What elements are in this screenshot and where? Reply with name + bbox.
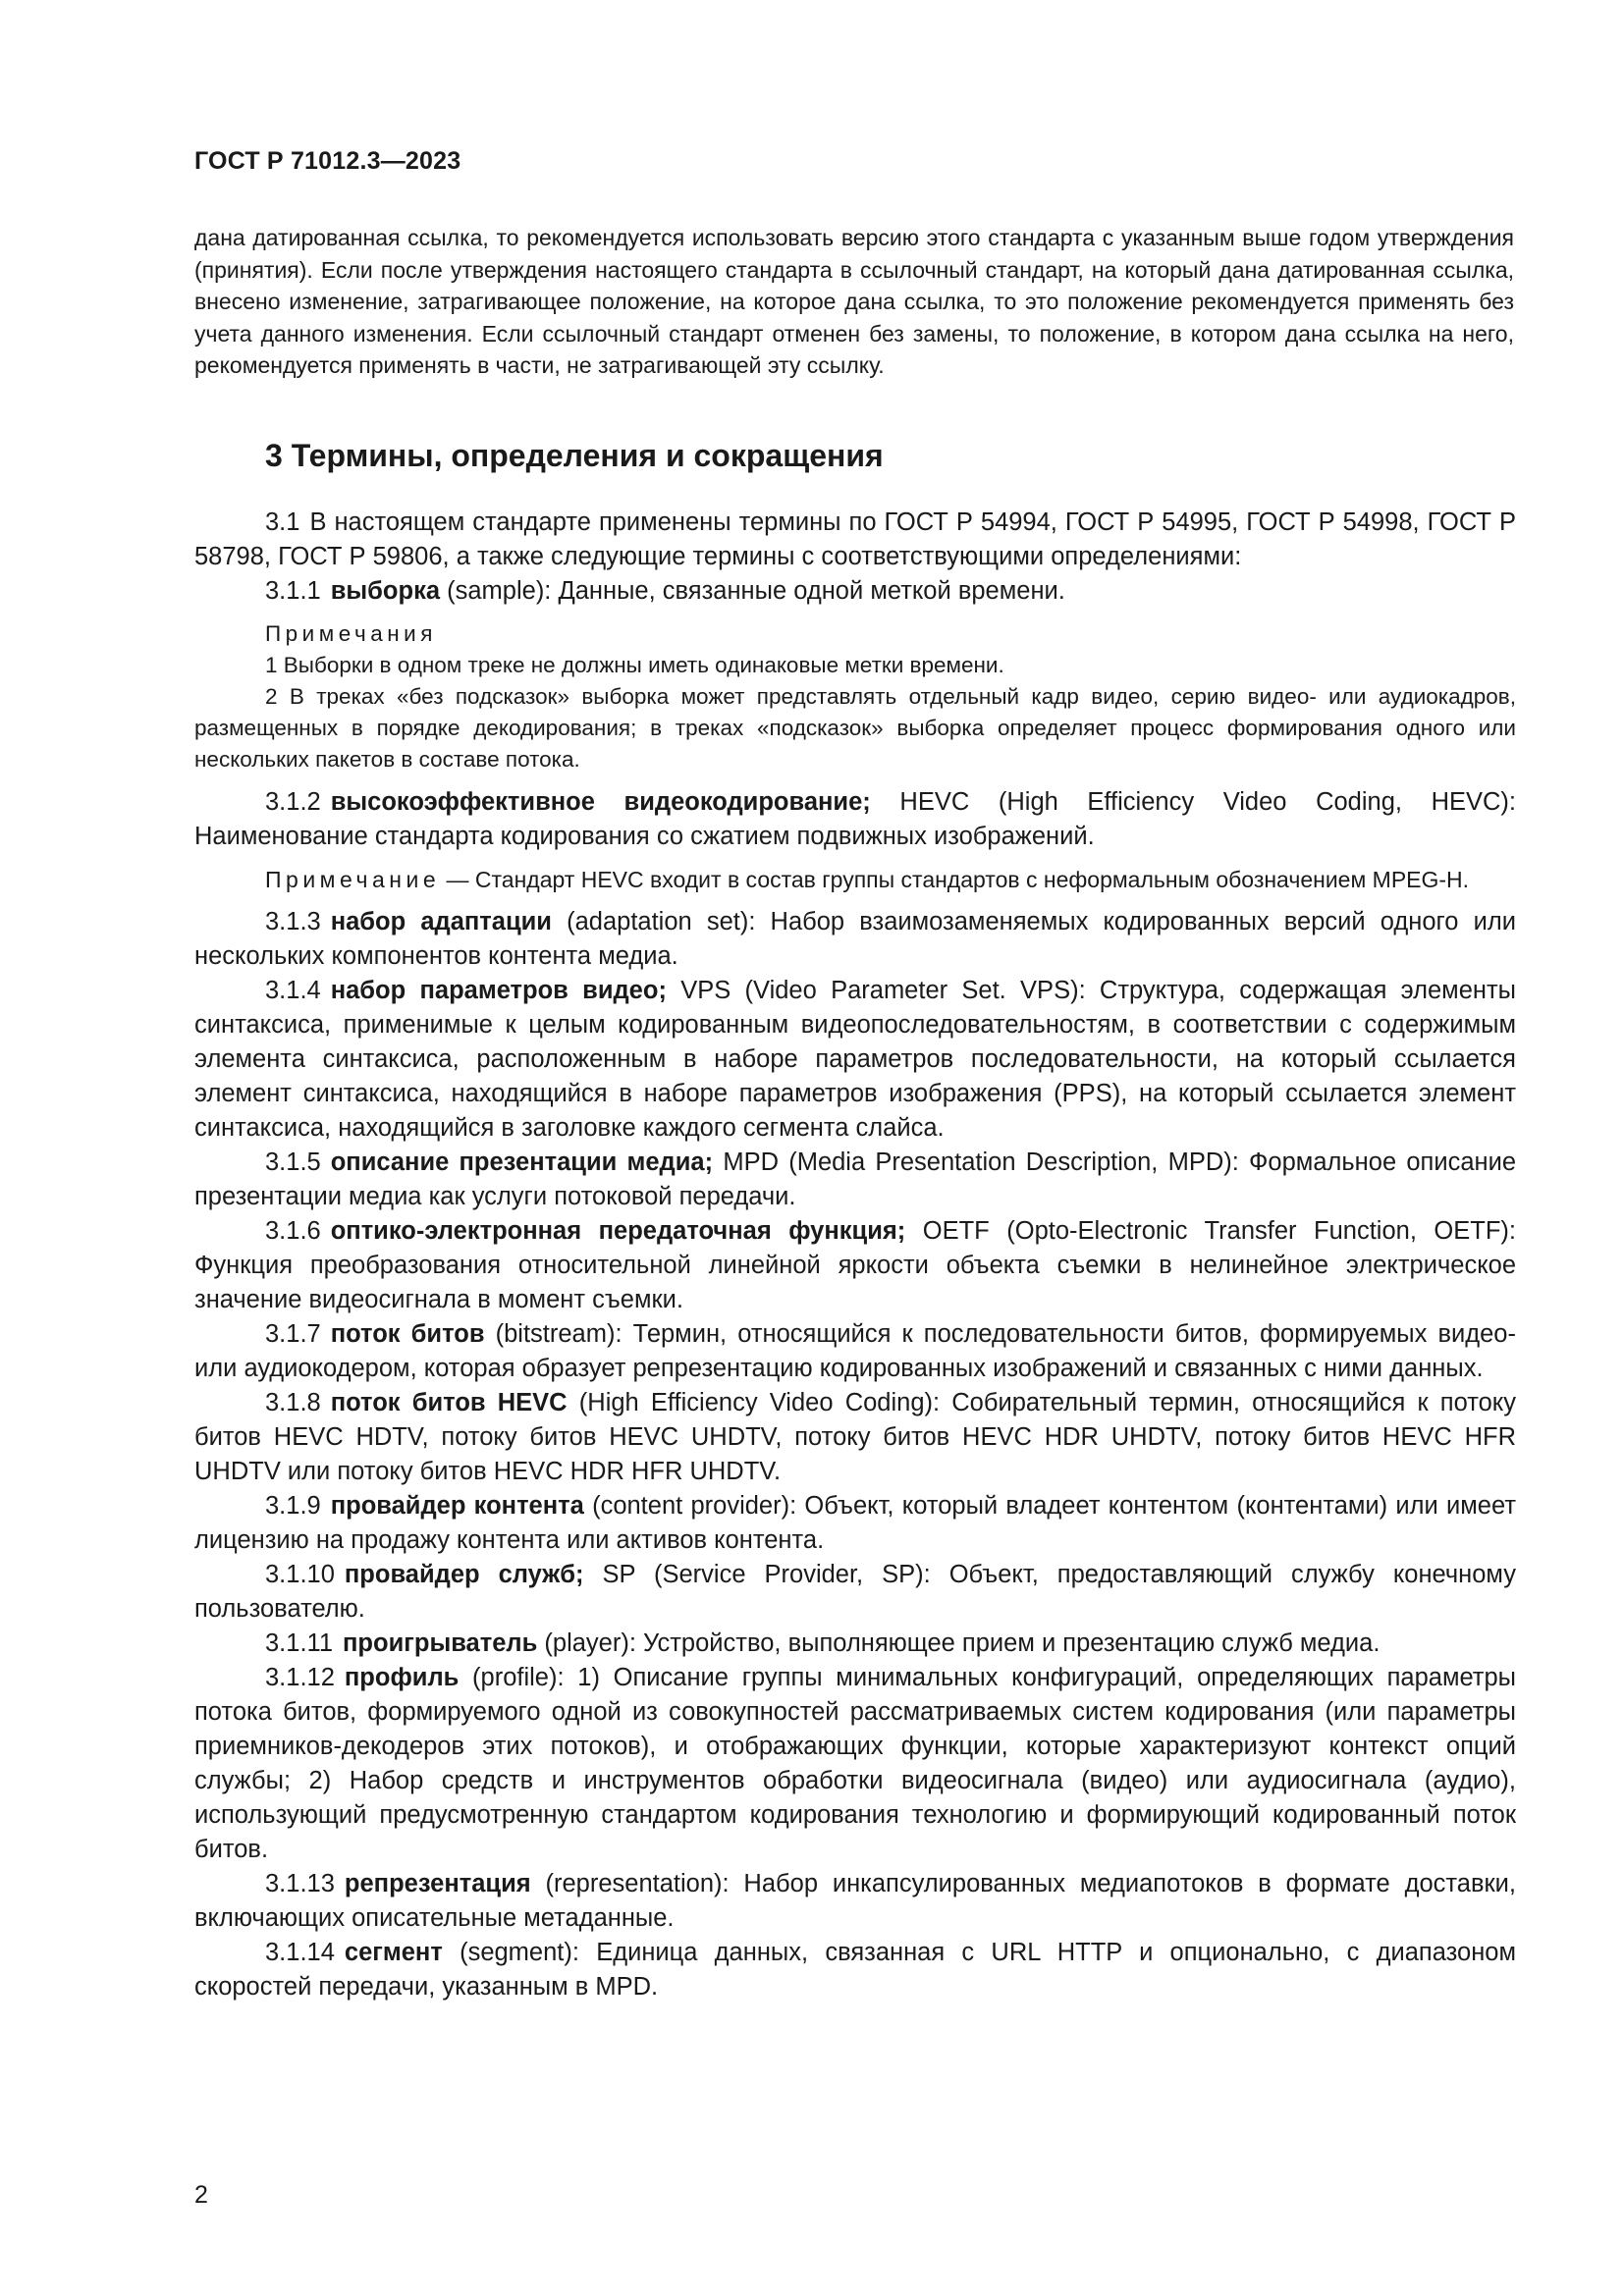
term-number: 3.1.8 [265,1389,321,1416]
term-number: 3.1.11 [265,1629,334,1657]
term-3-1-7 [194,1317,1516,1386]
term-definition: (adaptation set): Набор взаимозаменяемых кодированных версий одного или нескольких компонентов контента медиа. [194,908,1516,970]
intro-paragraph: дана датированная ссылка, то рекомендуется использовать версию этого стандарта с указанным выше годом утверждения (принятия). Если после утверждения настоящего стандарта в ссылочный стандарт, на который дана датированная ссылка, внесено изменение, затрагивающее положение, на которое дана ссылка, то это положение рекомендуется применять без учета данного изменения. Если ссылочный стандарт отменен без замены, то положение, в котором дана ссылка на него, рекомендуется применять в части, не затрагивающей эту ссылку. [194,225,1514,378]
term-3-1-5 [194,1146,1516,1214]
note-hevc [194,864,1516,895]
term-name: профиль [344,1664,460,1691]
term-definition: OETF (Opto-Electronic Transfer Function, OETF): Функция преобразования относительной линейной яркости объекта съемки в нелинейное электрическое значение видеосигнала в момент съемки. [194,1217,1517,1313]
clause-3-1 [194,506,1516,574]
term-number: 3.1.1 [265,577,321,605]
term-number: 3.1.12 [265,1664,335,1691]
note-item-2: 2 В треках «без подсказок» выборка может представлять отдельный кадр видео, серию видео- или аудиокадров, размещенных в порядке декодирования; в треках «подсказок» выборка определяет процесс формирования одного или нескольких пакетов в составе потока. [194,684,1516,772]
term-3-1-1 [194,574,1516,609]
term-number: 3.1.13 [265,1870,335,1897]
term-number: 3.1.14 [265,1939,335,1966]
term-3-1-14 [194,1936,1516,2004]
term-name: набор адаптации [330,908,552,935]
term-definition: (segment): Единица данных, связанная с URL HTTP и опционально, с диапазоном скоростей передачи, указанным в MPD. [194,1939,1516,2001]
term-name: поток битов HEVC [330,1389,568,1416]
section-title: 3 Термины, определения и сокращения [265,438,884,473]
term-definition: (representation): Набор инкапсулированных медиапотоков в формате доставки, включающих описательные метаданные. [194,1870,1516,1932]
term-number: 3.1.6 [265,1217,321,1245]
term-name: выборка [330,577,441,605]
section-body [194,506,1516,2004]
term-name: описание презентации медиа; [330,1148,714,1176]
note-label: Примечание [265,867,441,892]
clause-text: В настоящем стандарте применены термины по ГОСТ Р 54994, ГОСТ Р 54995, ГОСТ Р 54998, ГОСТ Р 58798, ГОСТ Р 59806, а также следующие термины с соответствующими определениями: [194,508,1516,570]
term-3-1-8 [194,1386,1516,1489]
page-number: 2 [194,2181,208,2209]
term-name: набор параметров видео; [330,977,667,1004]
term-definition: (content provider): Объект, который владеет контентом (контентами) или имеет лицензию на продажу контента или активов контента. [194,1492,1516,1554]
term-number: 3.1.2 [265,788,321,816]
term-number: 3.1.3 [265,908,321,935]
term-definition: VPS (Video Parameter Set. VPS): Структура, содержащая элементы синтаксиса, применимые к целым кодированным видеопоследовательностям, в соответствии с содержимым элемента синтаксиса, расположенным в наборе параметров последовательности, на который ссылается элемент синтаксиса, находящийся в наборе параметров изображения (PPS), на который ссылается элемент синтаксиса, находящийся в заголовке каждого сегмента слайса. [194,977,1516,1142]
notes-label: Примечания [265,621,437,646]
term-definition: SP (Service Provider, SP): Объект, предоставляющий службу конечному пользователю. [194,1561,1516,1623]
term-3-1-3 [194,905,1516,974]
term-definition: (bitstream): Термин, относящийся к последовательности битов, формируемых видео- или аудиокодером, которая образует репрезентацию кодированных изображений и связанных с ними данных. [194,1320,1516,1382]
term-definition: (High Efficiency Video Coding): Собирательный термин, относящийся к потоку битов HEVC HDTV, потоку битов HEVC UHDTV, потоку битов HEVC HDR UHDTV, потоку битов HEVC HFR UHDTV или потоку битов HEVC HDR HFR UHDTV. [194,1389,1516,1485]
term-name: высокоэффективное видеокодирование; [330,788,871,816]
term-3-1-13 [194,1867,1516,1936]
term-number: 3.1.9 [265,1492,321,1520]
term-number: 3.1.10 [265,1561,335,1588]
term-3-1-9 [194,1489,1516,1558]
document-header-code: ГОСТ Р 71012.3—2023 [194,147,461,175]
term-3-1-4 [194,974,1516,1146]
term-definition: (player): Устройство, выполняющее прием и презентацию служб медиа. [544,1629,1380,1657]
term-name: сегмент [344,1939,443,1966]
term-definition: (profile): 1) Описание группы минимальных конфигураций, определяющих параметры потока битов, формируемого одной из совокупностей рассматриваемых систем кодирования (или параметры приемников-декодеров этих потоков), и отображающих функции, которые характеризуют контекст опций службы; 2) Набор средств и инструментов обработки видеосигнала (видео) или аудиосигнала (аудио), использующий предусмотренную стандартом кодирования технологию и формирующий кодированный поток битов. [194,1664,1516,1863]
term-definition: MPD (Media Presentation Description, MPD): Формальное описание презентации медиа как услуги потоковой передачи. [194,1148,1517,1210]
term-3-1-2 [194,785,1516,854]
term-name: оптико-электронная передаточная функция; [330,1217,906,1245]
term-name: провайдер контента [330,1492,584,1520]
term-name: провайдер служб; [344,1561,584,1588]
note-item-1: 1 Выборки в одном треке не должны иметь одинаковые метки времени. [265,653,1004,677]
term-name: проигрыватель [343,1629,538,1657]
clause-number: 3.1 [265,508,300,536]
term-number: 3.1.4 [265,977,321,1004]
term-definition: (sample): Данные, связанные одной меткой времени. [447,577,1065,605]
term-3-1-11 [194,1627,1516,1661]
term-3-1-12 [194,1661,1516,1867]
term-name: репрезентация [344,1870,531,1897]
note-text: — Стандарт HEVC входит в состав группы стандартов с неформальным обозначением MPEG-H. [446,867,1470,892]
term-number: 3.1.5 [265,1148,321,1176]
term-number: 3.1.7 [265,1320,321,1348]
notes-block [194,618,1516,775]
term-definition: HEVC (High Efficiency Video Coding, HEVC): Наименование стандарта кодирования со сжатием подвижных изображений. [194,788,1516,850]
term-3-1-6 [194,1214,1516,1317]
term-name: поток битов [330,1320,485,1348]
term-3-1-10 [194,1558,1516,1627]
